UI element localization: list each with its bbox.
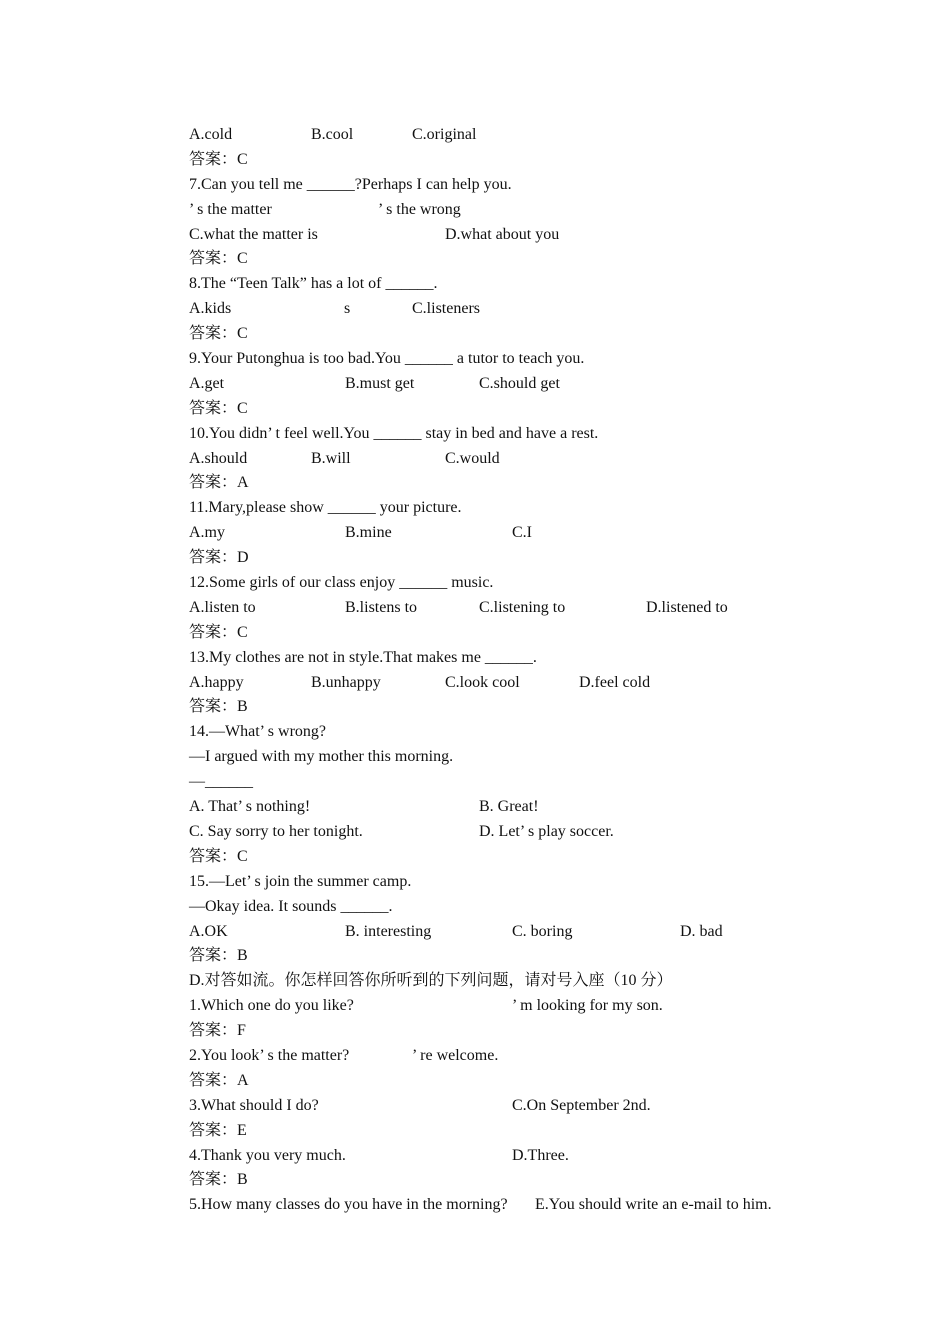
question-text: 14.—What’ s wrong? xyxy=(189,723,326,741)
answer-text: 答案：A xyxy=(189,474,249,492)
option-text: A. That’ s nothing! xyxy=(189,798,311,816)
option-text: D.listened to xyxy=(646,598,728,616)
question-text: 11.Mary,please show ______ your picture. xyxy=(189,499,462,517)
text-line xyxy=(189,297,829,322)
text-line xyxy=(189,944,829,969)
text-line xyxy=(189,1094,829,1119)
answer-text: 答案：C xyxy=(189,623,248,641)
option-text: ’ s the wrong xyxy=(378,200,461,218)
option-text: B.must get xyxy=(345,374,415,392)
option-text: B.mine xyxy=(345,524,392,542)
option-text: A.happy xyxy=(189,673,244,691)
text-line xyxy=(189,720,829,745)
question-text: 9.Your Putonghua is too bad.You ______ a tutor to teach you. xyxy=(189,350,585,368)
text-line xyxy=(189,1044,829,1069)
option-text: C.what the matter is xyxy=(189,225,318,243)
answer-text: 答案：C xyxy=(189,399,248,417)
answer-text: 答案：D xyxy=(189,549,249,567)
option-text: A.get xyxy=(189,374,225,392)
option-text: C.would xyxy=(445,449,500,467)
text-line xyxy=(189,1144,829,1169)
text-line xyxy=(189,770,829,795)
option-text: A.OK xyxy=(189,922,228,940)
text-line xyxy=(189,272,829,297)
text-line xyxy=(189,795,829,820)
option-text: B. interesting xyxy=(345,922,432,940)
option-text: B.listens to xyxy=(345,598,418,616)
text-line xyxy=(189,1193,829,1218)
text-line xyxy=(189,322,829,347)
text-line xyxy=(189,745,829,770)
option-text: ’ s the matter xyxy=(189,200,272,218)
text-line xyxy=(189,571,829,596)
text-line xyxy=(189,347,829,372)
option-text: D. Let’ s play soccer. xyxy=(479,822,614,840)
option-text: C.original xyxy=(412,126,477,143)
text-line xyxy=(189,1019,829,1044)
answer-text: 答案：B xyxy=(189,1171,248,1189)
question-text: 15.—Let’ s join the summer camp. xyxy=(189,872,412,890)
text-line xyxy=(189,447,829,472)
text-line xyxy=(189,397,829,422)
question-text: 1.Which one do you like? xyxy=(189,997,354,1015)
text-line xyxy=(189,173,829,198)
text-line xyxy=(189,596,829,621)
answer-text: 答案：B xyxy=(189,947,248,965)
text-line xyxy=(189,546,829,571)
answer-text: 答案：A xyxy=(189,1071,249,1089)
reply-option-text: C.On September 2nd. xyxy=(512,1096,651,1114)
text-line xyxy=(189,695,829,720)
text-line xyxy=(189,820,829,845)
question-text: 7.Can you tell me ______?Perhaps I can help you. xyxy=(189,175,512,193)
option-text: A.cold xyxy=(189,126,233,143)
option-text: B.will xyxy=(311,449,351,467)
text-line xyxy=(189,895,829,920)
text-line xyxy=(189,148,829,173)
reply-option-text: ’ re welcome. xyxy=(412,1046,499,1064)
option-text: C. Say sorry to her tonight. xyxy=(189,822,363,840)
option-text: C. boring xyxy=(512,922,573,940)
question-text: 4.Thank you very much. xyxy=(189,1146,346,1164)
text-line xyxy=(189,1168,829,1193)
answer-text: 答案：E xyxy=(189,1121,247,1139)
answer-text: 答案：C xyxy=(189,325,248,343)
text-line xyxy=(189,969,829,994)
option-text: A.listen to xyxy=(189,598,256,616)
text-line xyxy=(189,223,829,248)
option-text: B. Great! xyxy=(479,798,539,816)
text-line xyxy=(189,845,829,870)
document-body xyxy=(189,123,829,1218)
reply-option-text: ’ m looking for my son. xyxy=(512,997,663,1015)
option-text: D.what about you xyxy=(445,225,560,243)
answer-text: 答案：C xyxy=(189,150,248,168)
text-line xyxy=(189,646,829,671)
option-text: A.should xyxy=(189,449,248,467)
text-line xyxy=(189,870,829,895)
text-line xyxy=(189,496,829,521)
text-line xyxy=(189,1069,829,1094)
text-line xyxy=(189,471,829,496)
option-text: C.listeners xyxy=(412,300,480,318)
question-text: 12.Some girls of our class enjoy ______ music. xyxy=(189,574,494,592)
section-heading: D.对答如流。你怎样回答你所听到的下列问题，请对号入座（10 分） xyxy=(189,972,673,990)
answer-text: 答案：C xyxy=(189,250,248,268)
dialogue-text: —______ xyxy=(189,773,253,791)
text-line xyxy=(189,671,829,696)
text-line xyxy=(189,920,829,945)
text-line xyxy=(189,994,829,1019)
reply-option-text: D.Three. xyxy=(512,1146,569,1164)
dialogue-text: —Okay idea. It sounds ______. xyxy=(189,897,393,915)
question-text: 5.How many classes do you have in the morning? xyxy=(189,1196,508,1214)
question-text: 13.My clothes are not in style.That makes me ______. xyxy=(189,648,537,666)
option-text: D.feel cold xyxy=(579,673,651,691)
option-text: D. bad xyxy=(680,922,723,940)
question-text: 2.You look’ s the matter? xyxy=(189,1046,350,1064)
text-line xyxy=(189,123,829,148)
text-line xyxy=(189,521,829,546)
text-line xyxy=(189,372,829,397)
option-text: B.cool xyxy=(311,126,354,143)
option-text: C.should get xyxy=(479,374,560,392)
text-line xyxy=(189,1119,829,1144)
question-text: 10.You didn’ t feel well.You ______ stay in bed and have a rest. xyxy=(189,424,599,442)
dialogue-text: —I argued with my mother this morning. xyxy=(189,748,454,766)
question-text: 8.The “Teen Talk” has a lot of ______. xyxy=(189,275,438,293)
answer-text: 答案：C xyxy=(189,847,248,865)
option-text: C.listening to xyxy=(479,598,566,616)
answer-text: 答案：B xyxy=(189,698,248,716)
answer-text: 答案：F xyxy=(189,1022,246,1040)
option-text: A.my xyxy=(189,524,225,542)
option-text: B.unhappy xyxy=(311,673,381,691)
text-line xyxy=(189,621,829,646)
text-line xyxy=(189,247,829,272)
option-text: A.kids xyxy=(189,300,232,318)
reply-option-text: E.You should write an e-mail to him. xyxy=(535,1196,772,1214)
question-text: 3.What should I do? xyxy=(189,1096,319,1114)
option-text: C.I xyxy=(512,524,532,542)
option-text: s xyxy=(344,300,351,318)
text-line xyxy=(189,422,829,447)
text-line xyxy=(189,198,829,223)
option-text: C.look cool xyxy=(445,673,520,691)
